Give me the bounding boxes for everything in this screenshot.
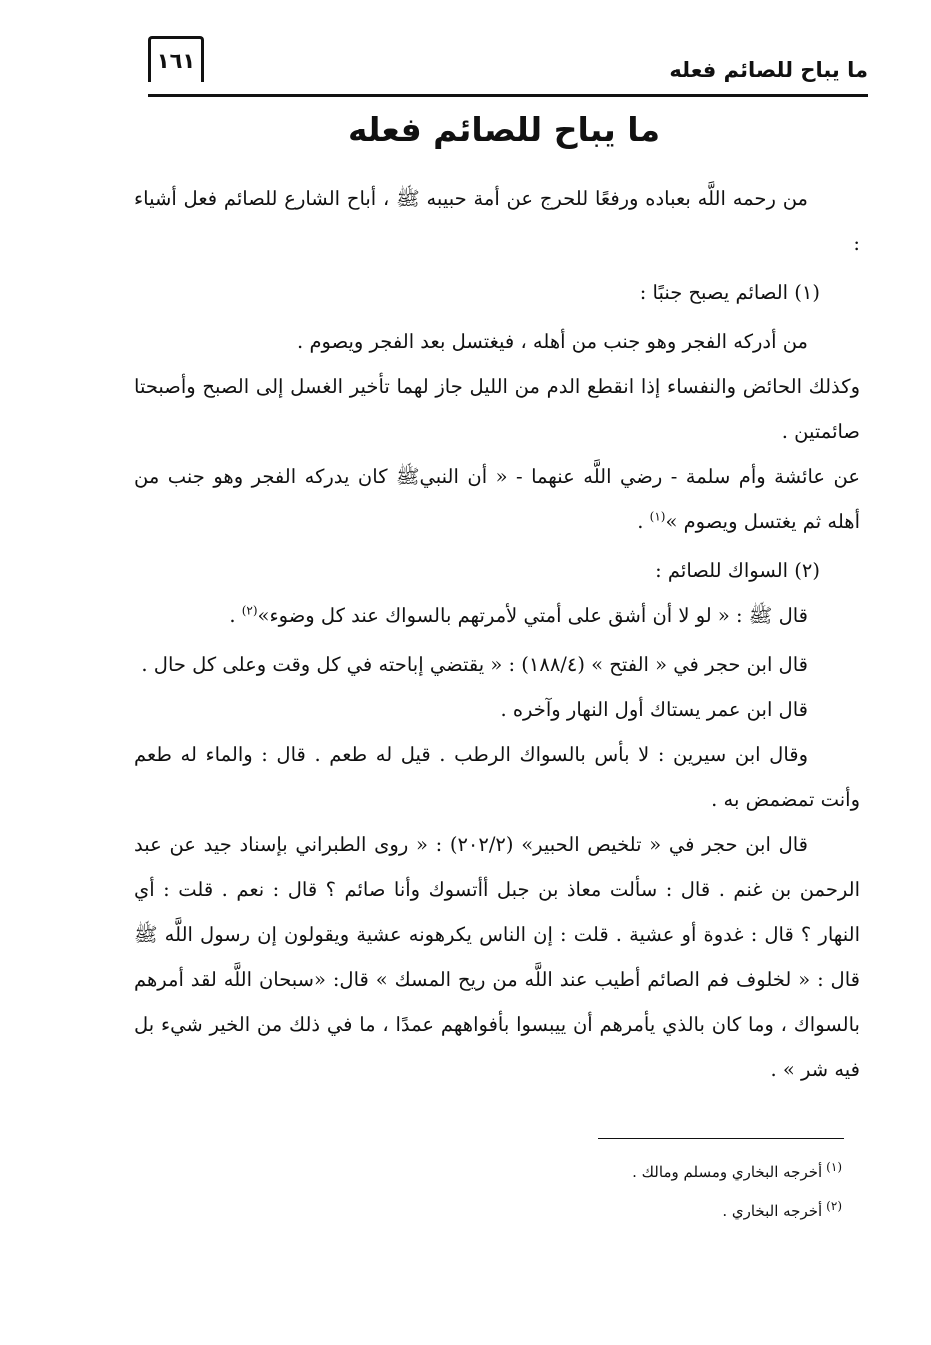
page-number: ١٦١: [148, 36, 204, 82]
siwak-hadith-end: .: [229, 604, 242, 627]
body-text: [134, 176, 860, 1092]
running-title: ما يباح للصائم فعله: [669, 58, 868, 82]
paragraph-menstruation: وكذلك الحائض والنفساء إذا انقطع الدم من الليل جاز لهما تأخير الغسل إلى الصبح وأصبحتا صائمتين .: [134, 375, 860, 443]
footnote-2-number: (٢): [826, 1199, 842, 1213]
footnote-1: [480, 1150, 842, 1189]
siwak-hadith-text: قال ﷺ : « لو لا أن أشق على أمتي لأمرتهم بالسواك عند كل وضوء»: [257, 604, 808, 627]
footnote-1-text: أخرجه البخاري ومسلم ومالك .: [632, 1163, 823, 1181]
hadith-aisha-end: .: [637, 510, 650, 533]
footnotes: [480, 1150, 842, 1228]
chapter-title: ما يباح للصائم فعله: [347, 110, 661, 149]
intro-paragraph: من رحمه اللَّه بعباده ورفعًا للحرج عن أمة حبيبه ﷺ ، أباح الشارع للصائم فعل أشياء :: [134, 187, 860, 255]
footnote-ref-2: (٢): [241, 603, 258, 618]
paragraph-siwak-hadith: [134, 593, 860, 638]
paragraph-ibn-sirin: وقال ابن سيرين : لا بأس بالسواك الرطب . قيل له طعم . قال : والماء له طعم وأنت تمضمض به .: [134, 743, 860, 811]
paragraph-ibn-hajar-fath: قال ابن حجر في « الفتح » (١٨٨/٤) : « يقتضي إباحته في كل وقت وعلى كل حال .: [141, 653, 808, 676]
hadith-aisha-text: عن عائشة وأم سلمة - رضي اللَّه عنهما - « أن النبيﷺ كان يدركه الفجر وهو جنب من أهله ثم يغتسل ويصوم »: [134, 465, 860, 533]
running-header: [140, 36, 868, 102]
paragraph-janabah: من أدركه الفجر وهو جنب من أهله ، فيغتسل بعد الفجر ويصوم .: [297, 330, 808, 353]
footnote-2-text: أخرجه البخاري .: [722, 1202, 823, 1220]
header-rule: [148, 94, 868, 97]
footnote-ref-1: (١): [649, 509, 666, 524]
footnote-1-number: (١): [826, 1160, 842, 1174]
paragraph-talkhis: قال ابن حجر في « تلخيص الحبير» (٢٠٢/٢) : « روى الطبراني بإسناد جيد عن عبد الرحمن بن غنم . قال : سألت معاذ بن جبل أأتسوك وأنا صائم ؟ قال : نعم . قلت : أي النهار ؟ قال : غدوة أو عشية . قلت : إن الناس يكرهونه عشية ويقولون إن رسول اللَّه ﷺ قال : « لخلوف فم الصائم أطيب عند اللَّه من ريح المسك » قال: «سبحان اللَّه لقد أمرهم بالسواك ، وما كان بالذي يأمرهم أن ييبسوا بأفواههم عمدًا ، ما في ذلك من الخير شيء بل فيه شر » .: [134, 833, 860, 1081]
paragraph-hadith-aisha: [134, 454, 860, 544]
section-heading-1: (١) الصائم يصبح جنبًا :: [639, 281, 820, 304]
section-heading-2: (٢) السواك للصائم :: [655, 559, 820, 582]
paragraph-ibn-umar: قال ابن عمر يستاك أول النهار وآخره .: [500, 698, 808, 721]
footnote-2: [480, 1189, 842, 1228]
footnote-rule: [598, 1138, 844, 1139]
